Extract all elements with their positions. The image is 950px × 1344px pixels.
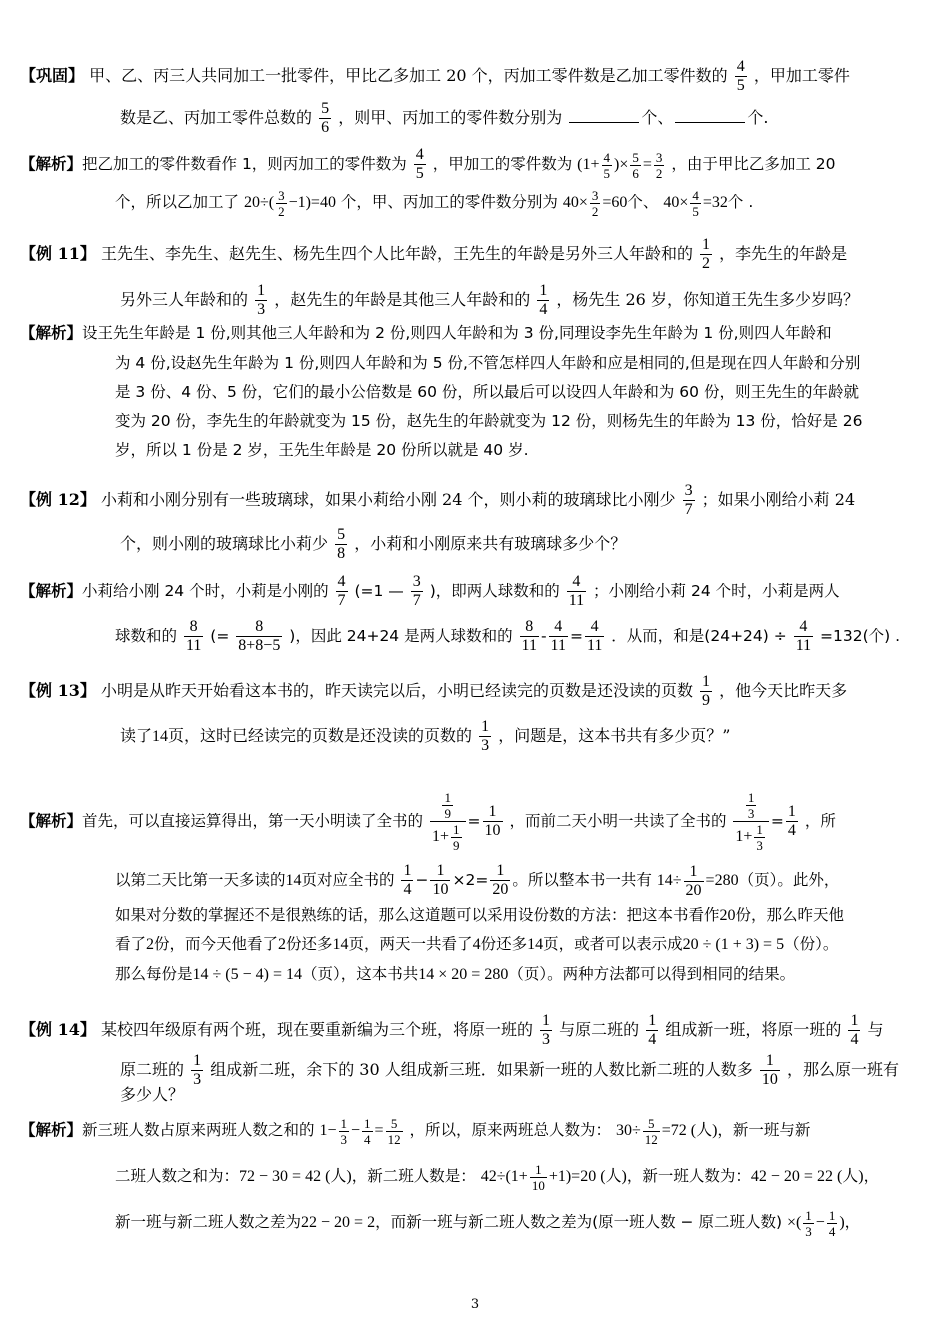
fraction-3-7: $\frac{3}{7}$ [412, 573, 421, 609]
fraction-4-11: $\frac{4}{11}$ [795, 618, 812, 654]
solution-text: ，新一班与新 [717, 1121, 811, 1140]
number: 14 [527, 936, 544, 953]
solution-text: ，所以，原来两班总人数为： [409, 1121, 612, 1140]
solution-13-line-3 [115, 904, 844, 927]
solution-11-line-4 [115, 410, 862, 432]
solution-text: ， [863, 1167, 880, 1186]
math-expression: 42 − 20 = 22 (人) [750, 1168, 864, 1186]
consolidate-text: ，甲加工零件 [753, 66, 850, 85]
solution-text: ．从而，和是(24+24) ÷ [611, 627, 787, 645]
example-text: 页，这时已经读完的页数是还没读的页数的 [168, 726, 473, 745]
math-expression: 72 − 30 = 42 (人) [239, 1168, 352, 1186]
number: 2 [278, 936, 287, 953]
fraction-1-3: $\frac{1}{3}$ [193, 1052, 202, 1088]
example-text: 读了 [120, 726, 153, 745]
solution-12-line-2: 球数和的 $\frac{8}{11}$ (= $\frac{8}{8+8-5}$ )，因此 24+24 是两人球数和的 $\frac{8}{11}$ - $\frac{4}{11}$ = $\frac{4}{11}$ ．从而，和是(24+24) ÷ $\frac{4}{11}$ =132(个) . [115, 618, 901, 654]
solution-11-line-1 [20, 322, 832, 344]
example-14-line-3 [120, 1084, 184, 1106]
solution-text: 那么每份是 [115, 965, 193, 983]
math-expression: 1− $\frac{1}{3}$ − $\frac{1}{4}$ = $\frac{5}{12}$ [319, 1116, 401, 1147]
solution-text: （份）。 [784, 935, 839, 953]
solution-text: （页）。此外， [738, 871, 840, 889]
solution-10-line-1 [20, 146, 835, 183]
solution-text: ，而新一班与新二班人数之差为(原一班人数 − 原二班人数) [375, 1213, 782, 1232]
example-text: 小莉和小刚分别有一些玻璃球，如果小莉给小刚 24 个，则小莉的玻璃球比小刚少 [100, 490, 676, 509]
example-text: 原二班的 [120, 1060, 185, 1079]
fraction-1-20: $\frac{1}{20}$ [685, 862, 702, 899]
solution-11-line-3 [115, 381, 859, 403]
consolidate-line-1 [20, 58, 850, 95]
fraction-4-11: $\frac{4}{11}$ [586, 618, 603, 654]
number: 14 [152, 728, 169, 745]
math-expression: 14 ÷ (5 − 4) = 14 [192, 966, 302, 983]
solution-text: 个 . [727, 193, 754, 212]
fraction-1-4: $\frac{1}{4}$ [403, 862, 412, 898]
fraction-1-3: $\frac{1}{3}$ [257, 282, 266, 318]
example-13-line-1 [20, 673, 847, 710]
solution-text: ；小刚给小莉 24 个时，小莉是两人 [593, 582, 840, 600]
solution-text: 页对应全书的 [301, 871, 395, 889]
solution-tag: 【解析】 [20, 324, 83, 342]
example-text: ，那么原一班有 [786, 1060, 899, 1079]
solution-text: ，所 [804, 812, 836, 830]
example-14-line-2 [120, 1052, 899, 1089]
solution-text: 份，而今天他看了 [154, 935, 279, 953]
solution-text: 如果对分数的掌握还不是很熟练的话，那么这道题可以采用设份数的方法：把这本书看作 [115, 906, 720, 924]
solution-text: (=1 — [354, 582, 404, 600]
fraction-1-4: $\frac{1}{4}$ [539, 282, 548, 318]
solution-13-line-1: 【解析】首先，可以直接运算得出，第一天小明读了全书的 $\frac{1}{9}$ 1+ $\frac{1}{9}$ = $\frac{1}{10}$ ，而前二天小明一共读了全书的 $\frac{1}{3}$ 1+ $\frac{1}{3}$ = $\frac{1}{4}$ ，所 [20, 790, 836, 853]
fraction-4-5: $\frac{4}{5}$ [415, 146, 424, 182]
consolidate-text: ，则甲、丙加工的零件数分别为 [338, 108, 563, 127]
solution-text: （页），这本书共 [302, 965, 419, 983]
example-tag: 【例 11】 [20, 244, 96, 263]
fraction-1-3: $\frac{1}{3}$ [542, 1012, 551, 1048]
example-text: ，赵先生的年龄是其他三人年龄和的 [274, 290, 531, 309]
solution-tag: 【解析】 [20, 1121, 83, 1140]
number: 14 [332, 936, 349, 953]
solution-text: ，新二班人数是： [351, 1167, 476, 1186]
fraction-1-20: $\frac{1}{20}$ [492, 862, 509, 898]
solution-14-line-1 [20, 1116, 810, 1147]
solution-text: （页）。两种方法都可以得到相同的结果。 [508, 965, 796, 983]
consolidate-line-2 [120, 100, 768, 137]
solution-tag: 【解析】 [20, 812, 83, 830]
solution-text: 个、 [627, 193, 659, 212]
consolidate-text: 个. [747, 108, 769, 127]
solution-text: ，新一班人数为： [626, 1167, 751, 1186]
example-13-line-2 [120, 718, 730, 755]
math-expression: 40× $\frac{3}{2}$ =60 [562, 188, 628, 219]
example-text: 与 [867, 1020, 884, 1039]
example-tag: 【例 13】 [20, 681, 96, 700]
math-expression: 20÷( $\frac{3}{2}$ −1)=40 [243, 188, 336, 219]
number: 2 [146, 936, 155, 953]
fraction-1-4: $\frac{1}{4}$ [648, 1012, 657, 1048]
fraction-8-over-8-8-5: $\frac{8}{8+8-5}$ [238, 618, 281, 654]
solution-13-line-4 [115, 933, 838, 956]
fraction-4-5: $\frac{4}{5}$ [736, 58, 745, 94]
solution-11-line-5 [115, 439, 529, 461]
solution-12-line-1 [20, 573, 840, 610]
fraction-4-7: $\frac{4}{7}$ [337, 573, 346, 609]
example-11-line-2 [120, 282, 859, 319]
solution-14-line-2 [115, 1162, 879, 1193]
math-expression: 22 − 20 = 2 [301, 1214, 376, 1232]
solution-text: (= [210, 627, 230, 645]
solution-text: 页，两天一共看了 [348, 935, 473, 953]
solution-text: 份，那么昨天他 [735, 906, 845, 924]
solution-text: ，由于甲比乙多加工 20 [671, 155, 836, 173]
math-expression: 42÷(1+ $\frac{1}{10}$ +1)=20 (人) [480, 1162, 627, 1193]
number: 4 [472, 936, 481, 953]
solution-text: ，甲加工的零件数为 [432, 155, 573, 173]
example-tag: 【例 12】 [20, 490, 96, 509]
fraction-4-11: $\frac{4}{11}$ [550, 618, 566, 654]
answer-blank-1 [569, 108, 639, 123]
fraction-5-6: $\frac{5}{6}$ [321, 100, 330, 136]
math-expression: 14÷ $\frac{1}{20}$ =280 [656, 862, 739, 899]
example-text: ；如果小刚给小莉 24 [701, 490, 856, 509]
fraction-1-10: $\frac{1}{10}$ [432, 862, 449, 898]
example-tag: 【例 14】 [20, 1020, 96, 1039]
solution-text: 变为 20 份，李先生的年龄就变为 15 份，赵先生的年龄就变为 12 份，则杨先生的年龄为 13 份，恰好是 26 [115, 412, 863, 430]
solution-text: 球数和的 [115, 627, 178, 645]
solution-text: )，即两人球数和的 [429, 582, 560, 600]
math-expression: 14 × 20 = 280 [418, 966, 509, 983]
page-number: 3 [470, 1297, 480, 1312]
fraction-1-10: $\frac{1}{10}$ [761, 1052, 778, 1088]
solution-tag: 【解析】 [20, 582, 83, 600]
solution-11-line-2 [115, 352, 860, 374]
fraction-5-8: $\frac{5}{8}$ [337, 526, 346, 562]
solution-text: 新三班人数占原来两班人数之和的 [82, 1121, 315, 1140]
solution-text: 为 4 份,设赵先生年龄为 1 份,则四人年龄和为 5 份,不管怎样四人年龄和应是相同的,但是现在四人年龄和分别 [115, 354, 861, 372]
number: 14 [285, 872, 302, 889]
example-text: 组成新一班，将原一班的 [665, 1020, 842, 1039]
fraction-1-9: $\frac{1}{9}$ [702, 673, 711, 709]
solution-text: )，因此 24+24 是两人球数和的 [289, 627, 513, 645]
fraction-4-11: $\frac{4}{11}$ [568, 573, 585, 609]
solution-text: 小莉给小刚 24 个时，小莉是小刚的 [82, 582, 329, 600]
fraction-1-4: $\frac{1}{4}$ [787, 803, 796, 839]
solution-text: 份还多 [480, 935, 528, 953]
solution-text: 个，所以乙加工了 [115, 193, 240, 212]
answer-blank-2 [675, 108, 745, 123]
solution-13-line-2: 以第二天比第一天多读的14页对应全书的 $\frac{1}{4}$ − $\frac{1}{10}$ ×2= $\frac{1}{20}$ 。所以整本书一共有 14÷ $\frac{1}{20}$ =280（页）。此外， [115, 862, 840, 899]
example-text: ，李先生的年龄是 [719, 244, 848, 263]
fraction-1-10: $\frac{1}{10}$ [484, 803, 501, 839]
example-text: 王先生、李先生、赵先生、杨先生四个人比年龄，王先生的年龄是另外三人年龄和的 [100, 244, 693, 263]
example-text: 与原二班的 [559, 1020, 640, 1039]
solution-text: 岁，所以 1 份是 2 岁，王先生年龄是 20 份所以就是 40 岁. [115, 441, 529, 459]
solution-text: 首先，可以直接运算得出，第一天小明读了全书的 [82, 812, 424, 830]
solution-text: 把乙加工的零件数看作 1，则丙加工的零件数为 [82, 155, 407, 173]
fraction-3-7: $\frac{3}{7}$ [684, 482, 693, 518]
solution-text: 二班人数之和为： [115, 1167, 240, 1186]
solution-14-line-3 [115, 1208, 860, 1239]
compound-fraction: $\frac{1}{9}$ 1+ $\frac{1}{9}$ [430, 790, 466, 853]
example-text: 另外三人年龄和的 [120, 290, 249, 309]
fraction-8-11: $\frac{8}{11}$ [521, 618, 537, 654]
solution-text: 个，甲、丙加工的零件数分别为 [340, 193, 558, 212]
solution-13-line-5 [115, 963, 795, 986]
consolidate-text: 数是乙、丙加工零件总数的 [120, 108, 313, 127]
fraction-1-2: $\frac{1}{2}$ [702, 236, 711, 272]
solution-text: 页，或者可以表示成 [543, 935, 683, 953]
solution-text: ， [844, 1213, 861, 1232]
example-text: 某校四年级原有两个班，现在要重新编为三个班，将原一班的 [100, 1020, 533, 1039]
math-expression: 30÷ $\frac{5}{12}$ =72 (人) [615, 1116, 718, 1147]
solution-text: 。所以整本书一共有 [512, 871, 652, 889]
math-expression: (1+ $\frac{4}{5}$ )× $\frac{5}{6}$ = $\frac{3}{2}$ [577, 149, 663, 181]
solution-tag: 【解析】 [20, 155, 83, 173]
solution-text: 是 3 份、4 份、5 份，它们的最小公倍数是 60 份，所以最后可以设四人年龄和为 60 份，则王先生的年龄就 [115, 383, 859, 401]
consolidate-tag: 【巩固】 [20, 66, 85, 85]
solution-text: =132(个) . [820, 627, 901, 645]
example-14-line-1 [20, 1012, 884, 1049]
example-text: 多少人？ [120, 1085, 185, 1104]
math-expression: 20 ÷ (1 + 3) = 5 [682, 936, 785, 953]
math-expression: 40× $\frac{4}{5}$ =32 [663, 188, 728, 219]
example-text: 个，则小刚的玻璃球比小莉少 [120, 534, 329, 553]
example-text: ，小莉和小刚原来共有玻璃球多少个？ [354, 534, 627, 553]
math-expression: ×( $\frac{1}{3}$ − $\frac{1}{4}$ ) [786, 1208, 845, 1239]
example-text: 小明是从昨天开始看这本书的，昨天读完以后，小明已经读完的页数是还没读的页数 [100, 681, 693, 700]
consolidate-text: 个、 [641, 108, 674, 127]
example-12-line-1 [20, 482, 855, 519]
solution-10-line-2 [115, 188, 753, 219]
example-11-line-1 [20, 236, 847, 273]
compound-fraction: $\frac{1}{3}$ 1+ $\frac{1}{3}$ [733, 790, 769, 853]
solution-text: ，而前二天小明一共读了全书的 [509, 812, 727, 830]
number: 20 [719, 907, 736, 924]
example-text: ，问题是，这本书共有多少页？” [498, 726, 731, 745]
example-text: 组成新二班，余下的 30 人组成新三班．如果新一班的人数比新二班的人数多 [210, 1060, 753, 1079]
fraction-8-11: $\frac{8}{11}$ [185, 618, 202, 654]
solution-text: 设王先生年龄是 1 份,则其他三人年龄和为 2 份,则四人年龄和为 3 份,同理设李先生年龄为 1 份,则四人年龄和 [82, 324, 832, 342]
fraction-1-3: $\frac{1}{3}$ [481, 718, 490, 754]
solution-text: 份还多 [286, 935, 333, 953]
example-text: ，杨先生 26 岁，你知道王先生多少岁吗？ [556, 290, 859, 309]
solution-text: 新一班与新二班人数之差为 [115, 1213, 302, 1232]
solution-text: 以第二天比第一天多读的 [115, 871, 286, 889]
consolidate-text: 甲、乙、丙三人共同加工一批零件，甲比乙多加工 20 个，丙加工零件数是乙加工零件数的 [89, 66, 728, 85]
solution-text: 看了 [115, 935, 147, 953]
fraction-1-4: $\frac{1}{4}$ [850, 1012, 859, 1048]
example-12-line-2 [120, 526, 626, 563]
example-text: ，他今天比昨天多 [719, 681, 848, 700]
